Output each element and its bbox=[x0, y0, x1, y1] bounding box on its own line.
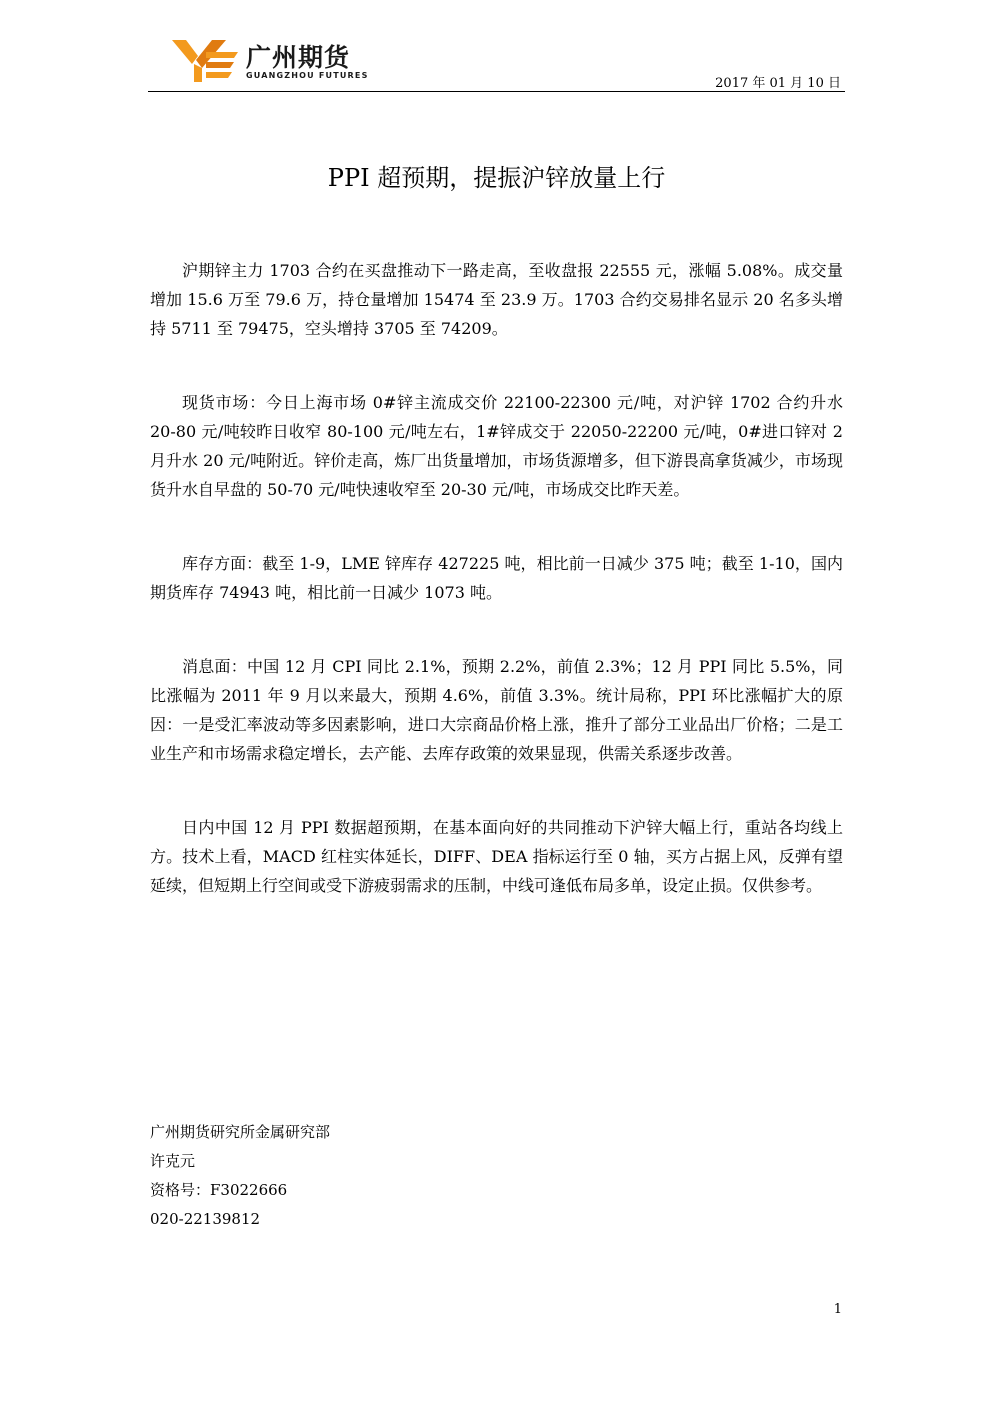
logo-mark-icon bbox=[172, 38, 238, 84]
logo-english-name: GUANGZHOU FUTURES bbox=[246, 71, 369, 80]
document-body bbox=[150, 256, 843, 945]
company-logo bbox=[172, 38, 372, 88]
signature-author: 许克元 bbox=[150, 1152, 196, 1170]
paragraph-news: 消息面：中国 12 月 CPI 同比 2.1%，预期 2.2%，前值 2.3%；12 月 PPI 同比 5.5%，同比涨幅为 2011 年 9 月以来最大，预期 4.6%，前值 3.3%。统计局称，PPI 环比涨幅扩大的原因：一是受汇率波动等多因素影响，进口大宗商品价格上涨，推升了部分工业品出厂价格；二是工业生产和市场需求稳定增长，去产能、去库存政策的效果显现，供需关系逐步改善。 bbox=[150, 657, 843, 763]
paragraph-inventory: 库存方面：截至 1-9，LME 锌库存 427225 吨，相比前一日减少 375 吨；截至 1-10，国内期货库存 74943 吨，相比前一日减少 1073 吨。 bbox=[150, 554, 843, 602]
signature-qualification: 资格号：F3022666 bbox=[150, 1181, 288, 1199]
signature-department: 广州期货研究所金属研究部 bbox=[150, 1123, 331, 1141]
logo-chinese-name: 广州期货 bbox=[246, 43, 351, 72]
signature-block bbox=[150, 1118, 550, 1234]
paragraph-spot-market: 现货市场：今日上海市场 0#锌主流成交价 22100-22300 元/吨，对沪锌 1702 合约升水 20-80 元/吨较昨日收窄 80-100 元/吨左右，1#锌成交于 22050-22200 元/吨，0#进口锌对 2 月升水 20 元/吨附近。锌价走高，炼厂出货量增加，市场货源增多，但下游畏高拿货减少，市场现货升水自早盘的 50-70 元/吨快速收窄至 20-30 元/吨，市场成交比昨天差。 bbox=[150, 393, 843, 499]
paragraph-outlook: 日内中国 12 月 PPI 数据超预期，在基本面向好的共同推动下沪锌大幅上行，重站各均线上方。技术上看，MACD 红柱实体延长，DIFF、DEA 指标运行至 0 轴，买方占据上风，反弹有望延续，但短期上行空间或受下游疲弱需求的压制，中线可逢低布局多单，设定止损。仅供参考。 bbox=[150, 818, 843, 895]
header-divider bbox=[148, 91, 845, 92]
paragraph-market-summary: 沪期锌主力 1703 合约在买盘推动下一路走高，至收盘报 22555 元，涨幅 5.08%。成交量增加 15.6 万至 79.6 万，持仓量增加 15474 至 23.9 万。1703 合约交易排名显示 20 名多头增持 5711 至 79475，空头增持 3705 至 74209。 bbox=[150, 261, 843, 338]
page-header bbox=[148, 30, 845, 94]
report-date: 2017 年 01 月 10 日 bbox=[715, 76, 841, 91]
signature-phone: 020-22139812 bbox=[150, 1210, 261, 1228]
page-number: 1 bbox=[833, 1302, 842, 1317]
document-title: PPI 超预期，提振沪锌放量上行 bbox=[327, 164, 666, 192]
